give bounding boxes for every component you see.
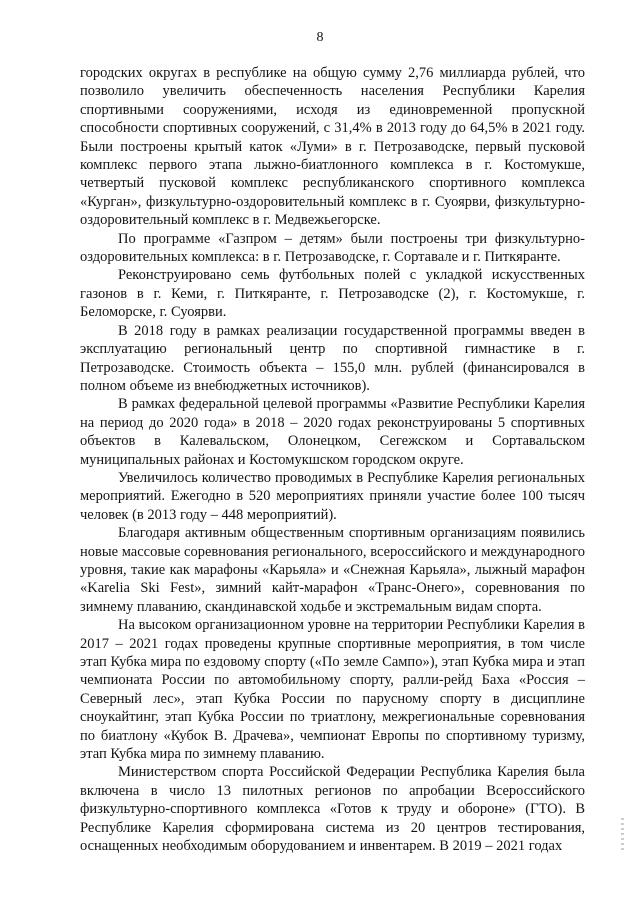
paragraph-2: По программе «Газпром – детям» были построены три физкультурно-оздоровительных комплекса: в г. Петрозаводске, г. Сортавале и г. Питкяранте. bbox=[80, 230, 585, 266]
paragraph-6: Увеличилось количество проводимых в Республике Карелия региональных мероприятий. Ежегодно в 520 мероприятиях приняли участие более 100 тысяч человек (в 2013 году – 448 мероприятий). bbox=[80, 469, 585, 523]
paragraph-7: Благодаря активным общественным спортивным организациям появились новые массовые соревнования регионального, всероссийского и международного уровня, такие как марафоны «Карьяла» и «Снежная Карьяла», лыжный марафон «Karelia Ski Fest», зимний кайт-марафон «Транс-Онего», соревнования по зимнему плаванию, скандинавской ходьбе и экстремальным видам спорта. bbox=[80, 525, 585, 615]
paragraph-9: Министерством спорта Российской Федерации Республика Карелия была включена в число 13 пилотных регионов по апробации Всероссийского физкультурно-спортивного комплекса «Готов к труду и обороне» (ГТО). В Республике Карелия сформирована система из 20 центров тестирования, оснащенных необходимым оборудованием и инвентарем. В 2019 – 2021 годах bbox=[80, 764, 585, 855]
paragraph-1: городских округах в республике на общую сумму 2,76 миллиарда рублей, что позволило увеличить обеспеченность населения Республики Карелия спортивными сооружениями, исходя из единовременной пропускной способности спортивных сооружений, с 31,4% в 2013 году до 64,5% в 2021 году. Были построены крытый каток «Луми» в г. Петрозаводске, первый пусковой комплекс первого этапа лыжно-биатлонного комплекса в г. Костомукше, четвертый пусковой комплекс республиканского спортивного комплекса «Курган», физкультурно-оздоровительный комплекс в г. Суоярви, физкультурно-оздоровительный комплекс в г. Медвежьегорске. bbox=[80, 65, 585, 229]
document-body bbox=[80, 64, 585, 855]
paragraph-5: В рамках федеральной целевой программы «Развитие Республики Карелия на период до 2020 года» в 2018 – 2020 годах реконструированы 5 спортивных объектов в Калевальском, Олонецком, Сегежском и Сортавальском муниципальных районах и Костомукшском городском округе. bbox=[80, 396, 585, 468]
scan-margin-mark bbox=[621, 818, 624, 852]
paragraph-8: На высоком организационном уровне на территории Республики Карелия в 2017 – 2021 годах проведены крупные спортивные мероприятия, в том числе этап Кубка мира по ездовому спорту («По земле Сампо»), этап Кубка мира и этап чемпионата России по автомобильному спорту, ралли-рейд Баха «Россия – Северный лес», этап Кубка России по парусному спорту в дисциплине сноукайтинг, этап Кубка России по триатлону, межрегиональные соревнования по биатлону «Кубок В. Драчева», чемпионат Европы по спортивному туризму, этап Кубка мира по зимнему плаванию. bbox=[80, 617, 585, 763]
paragraph-4: В 2018 году в рамках реализации государственной программы введен в эксплуатацию региональный центр по спортивной гимнастике в г. Петрозаводске. Стоимость объекта – 155,0 млн. рублей (финансировался в полном объеме из внебюджетных источников). bbox=[80, 322, 585, 394]
paragraph-3: Реконструировано семь футбольных полей с укладкой искусственных газонов в г. Кеми, г. Питкяранте, г. Петрозаводске (2), г. Костомукше, г. Беломорске, г. Суоярви. bbox=[80, 267, 585, 321]
page-number: 8 bbox=[316, 30, 324, 45]
